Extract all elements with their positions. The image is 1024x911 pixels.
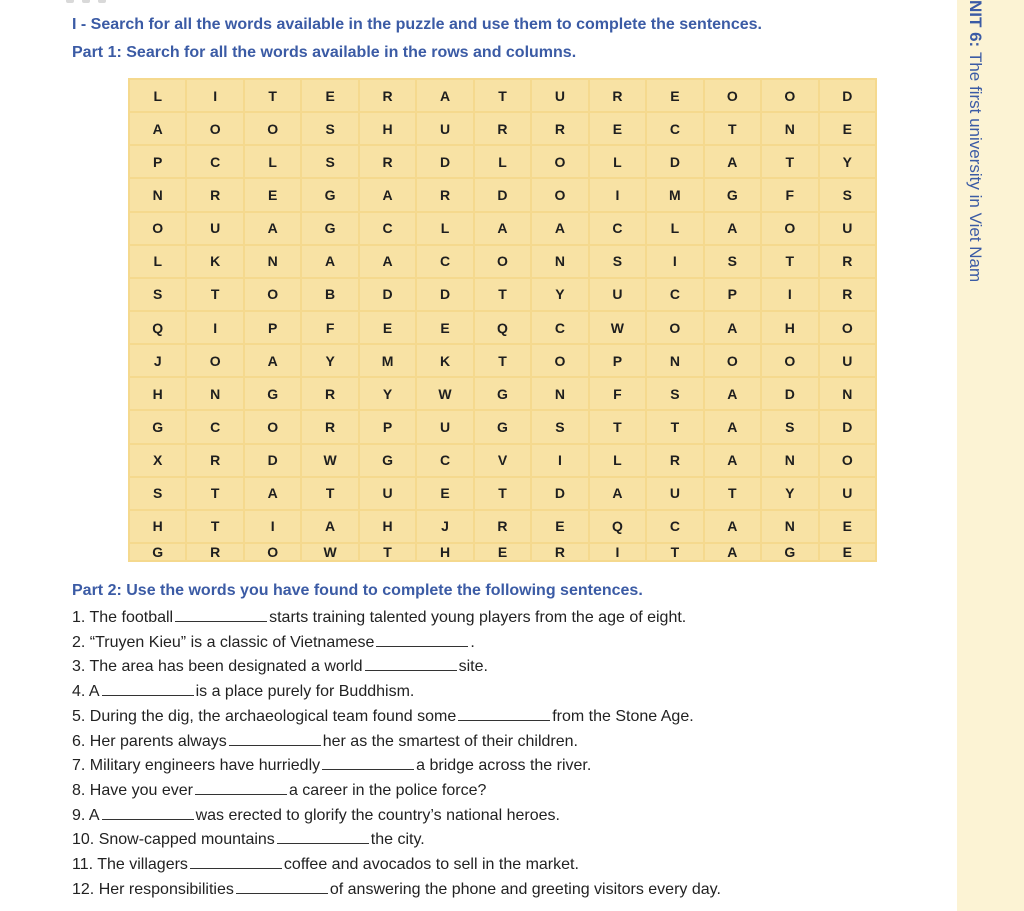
grid-cell: O (532, 345, 587, 376)
grid-cell: R (417, 179, 472, 210)
grid-cell: Y (532, 279, 587, 310)
grid-cell: A (532, 213, 587, 244)
grid-cell: O (705, 80, 760, 111)
grid-cell: E (820, 544, 875, 560)
grid-cell: H (417, 544, 472, 560)
grid-cell: P (245, 312, 300, 343)
grid-cell: P (130, 146, 185, 177)
grid-cell: W (302, 544, 357, 560)
grid-cell: C (417, 246, 472, 277)
answer-blank[interactable] (365, 656, 457, 671)
grid-cell: J (130, 345, 185, 376)
grid-cell: R (360, 146, 415, 177)
grid-cell: U (417, 411, 472, 442)
part1-heading: Part 1: Search for all the words available in the rows and columns. (72, 44, 577, 61)
grid-cell: S (130, 478, 185, 509)
sentence-item (72, 828, 721, 853)
grid-cell: A (705, 378, 760, 409)
grid-cell: C (532, 312, 587, 343)
grid-cell: T (302, 478, 357, 509)
grid-cell: N (762, 511, 817, 542)
sentence-item (72, 680, 721, 705)
grid-cell: S (532, 411, 587, 442)
grid-cell: N (762, 445, 817, 476)
grid-cell: N (532, 378, 587, 409)
grid-cell: W (417, 378, 472, 409)
answer-blank[interactable] (229, 731, 321, 746)
grid-cell: O (532, 146, 587, 177)
grid-cell: A (705, 445, 760, 476)
sentence-end: coffee and avocados to sell in the market. (283, 856, 579, 874)
grid-cell: A (130, 113, 185, 144)
sentence-start: 10. Snow-capped mountains (72, 831, 275, 849)
cropped-top-decoration (60, 0, 220, 6)
grid-cell: O (647, 312, 702, 343)
grid-cell: O (762, 345, 817, 376)
grid-cell: O (820, 445, 875, 476)
sentence-start: 9. A (72, 806, 100, 824)
grid-cell: U (417, 113, 472, 144)
sentence-end: the city. (370, 831, 425, 849)
grid-cell: A (705, 213, 760, 244)
grid-cell: A (705, 312, 760, 343)
grid-cell: D (245, 445, 300, 476)
grid-cell: T (187, 478, 242, 509)
answer-blank[interactable] (458, 706, 550, 721)
sentence-end: from the Stone Age. (552, 707, 694, 725)
grid-cell: A (705, 411, 760, 442)
grid-cell: R (820, 246, 875, 277)
grid-cell: I (187, 80, 242, 111)
grid-cell: L (130, 80, 185, 111)
grid-cell: G (302, 213, 357, 244)
grid-cell: C (417, 445, 472, 476)
grid-cell: A (417, 80, 472, 111)
grid-cell: A (705, 511, 760, 542)
grid-cell: F (762, 179, 817, 210)
grid-cell: C (647, 113, 702, 144)
sentence-end: site. (458, 658, 488, 676)
sentence-end: was erected to glorify the country’s national heroes. (195, 806, 560, 824)
grid-cell: E (360, 312, 415, 343)
grid-cell: D (820, 411, 875, 442)
grid-cell: U (532, 80, 587, 111)
grid-cell: G (130, 544, 185, 560)
grid-cell: H (130, 378, 185, 409)
grid-cell: W (302, 445, 357, 476)
grid-cell: N (130, 179, 185, 210)
sentence-end: a bridge across the river. (416, 757, 592, 775)
sentence-start: 5. During the dig, the archaeological team found some (72, 707, 457, 725)
grid-cell: L (590, 445, 645, 476)
grid-cell: A (245, 478, 300, 509)
grid-cell: L (417, 213, 472, 244)
grid-cell: D (820, 80, 875, 111)
grid-cell: L (590, 146, 645, 177)
sentence-item (72, 754, 721, 779)
answer-blank[interactable] (277, 829, 369, 844)
grid-cell: E (647, 80, 702, 111)
grid-cell: H (360, 113, 415, 144)
grid-cell: G (762, 544, 817, 560)
grid-cell: P (590, 345, 645, 376)
grid-cell: S (762, 411, 817, 442)
grid-cell: S (302, 146, 357, 177)
grid-cell: G (475, 411, 530, 442)
grid-cell: I (590, 544, 645, 560)
grid-cell: O (762, 213, 817, 244)
grid-cell: I (245, 511, 300, 542)
grid-cell: F (302, 312, 357, 343)
sentence-start: 3. The area has been designated a world (72, 658, 363, 676)
sentence-item (72, 655, 721, 680)
grid-cell: S (647, 378, 702, 409)
grid-cell: U (647, 478, 702, 509)
grid-cell: Q (130, 312, 185, 343)
grid-cell: T (245, 80, 300, 111)
grid-cell: Y (360, 378, 415, 409)
sentence-start: 4. A (72, 683, 100, 701)
sentence-end: is a place purely for Buddhism. (195, 683, 415, 701)
grid-cell: E (302, 80, 357, 111)
sentence-item (72, 804, 721, 829)
grid-cell: O (532, 179, 587, 210)
sentence-end: of answering the phone and greeting visitors every day. (329, 880, 721, 898)
grid-cell: U (820, 478, 875, 509)
unit-title-vertical (965, 0, 985, 282)
exercise-instruction: I - Search for all the words available in the puzzle and use them to complete the sentences. (72, 16, 762, 33)
grid-cell: B (302, 279, 357, 310)
grid-cell: C (590, 213, 645, 244)
sentence-item (72, 606, 721, 631)
sentence-end: her as the smartest of their children. (322, 732, 578, 750)
grid-cell: A (360, 179, 415, 210)
grid-cell: Q (590, 511, 645, 542)
part2-heading: Part 2: Use the words you have found to complete the following sentences. (72, 582, 643, 599)
grid-cell: E (820, 113, 875, 144)
sentence-start: 7. Military engineers have hurriedly (72, 757, 321, 775)
grid-cell: D (532, 478, 587, 509)
grid-cell: P (705, 279, 760, 310)
grid-cell: D (647, 146, 702, 177)
grid-cell: A (245, 345, 300, 376)
grid-cell: C (360, 213, 415, 244)
grid-cell: W (590, 312, 645, 343)
grid-cell: M (360, 345, 415, 376)
grid-cell: H (360, 511, 415, 542)
grid-cell: I (187, 312, 242, 343)
grid-cell: U (820, 345, 875, 376)
sentence-end: starts training talented young players from the age of eight. (269, 609, 687, 626)
grid-cell: S (820, 179, 875, 210)
grid-cell: O (187, 345, 242, 376)
sentence-start: 6. Her parents always (72, 732, 227, 750)
grid-cell: Y (820, 146, 875, 177)
grid-cell: R (302, 411, 357, 442)
grid-cell: O (705, 345, 760, 376)
grid-cell: O (475, 246, 530, 277)
grid-cell: R (590, 80, 645, 111)
grid-cell: U (590, 279, 645, 310)
grid-cell: L (130, 246, 185, 277)
grid-cell: I (762, 279, 817, 310)
grid-cell: A (302, 246, 357, 277)
grid-cell: O (245, 113, 300, 144)
grid-cell: E (820, 511, 875, 542)
grid-cell: R (532, 544, 587, 560)
grid-cell: T (647, 411, 702, 442)
grid-cell: L (245, 146, 300, 177)
sentence-item (72, 779, 721, 804)
grid-cell: T (590, 411, 645, 442)
grid-cell: U (187, 213, 242, 244)
grid-cell: A (302, 511, 357, 542)
grid-cell: F (590, 378, 645, 409)
grid-cell: N (820, 378, 875, 409)
grid-cell: G (302, 179, 357, 210)
word-search-grid (128, 78, 877, 562)
grid-cell: P (360, 411, 415, 442)
grid-cell: E (245, 179, 300, 210)
grid-cell: O (245, 411, 300, 442)
grid-cell: S (590, 246, 645, 277)
answer-blank[interactable] (195, 780, 287, 795)
grid-cell: R (647, 445, 702, 476)
grid-cell: D (360, 279, 415, 310)
grid-cell: Q (475, 312, 530, 343)
sentence-item (72, 878, 721, 903)
grid-cell: K (187, 246, 242, 277)
grid-cell: T (475, 478, 530, 509)
grid-cell: V (475, 445, 530, 476)
answer-blank[interactable] (322, 755, 414, 770)
grid-cell: L (475, 146, 530, 177)
grid-cell: A (475, 213, 530, 244)
grid-cell: J (417, 511, 472, 542)
grid-cell: T (360, 544, 415, 560)
grid-cell: L (647, 213, 702, 244)
sentence-end: a career in the police force? (288, 781, 487, 799)
grid-cell: O (187, 113, 242, 144)
sentence-start: 11. The villagers (72, 856, 188, 874)
grid-cell: N (762, 113, 817, 144)
grid-cell: U (820, 213, 875, 244)
grid-cell: T (475, 279, 530, 310)
answer-blank[interactable] (102, 805, 194, 820)
unit-title: The first university in Viet Nam (966, 51, 985, 283)
sentence-start: 1. The football (72, 609, 174, 626)
sentence-item (72, 853, 721, 878)
grid-cell: S (130, 279, 185, 310)
grid-cell: O (130, 213, 185, 244)
grid-cell: T (187, 511, 242, 542)
grid-cell: T (187, 279, 242, 310)
sentence-start: 12. Her responsibilities (72, 880, 234, 898)
grid-cell: T (762, 246, 817, 277)
grid-cell: N (187, 378, 242, 409)
sentence-item (72, 730, 721, 755)
grid-cell: N (647, 345, 702, 376)
grid-cell: T (475, 345, 530, 376)
grid-cell: E (532, 511, 587, 542)
grid-cell: R (302, 378, 357, 409)
grid-cell: A (705, 544, 760, 560)
grid-cell: R (187, 179, 242, 210)
unit-number: NIT 6: (966, 0, 985, 48)
grid-cell: O (820, 312, 875, 343)
grid-cell: D (417, 146, 472, 177)
grid-cell: T (705, 478, 760, 509)
grid-cell: S (705, 246, 760, 277)
grid-cell: C (187, 146, 242, 177)
grid-cell: G (130, 411, 185, 442)
grid-cell: A (705, 146, 760, 177)
grid-cell: R (532, 113, 587, 144)
answer-blank[interactable] (376, 632, 468, 647)
grid-cell: H (130, 511, 185, 542)
grid-cell: R (187, 544, 242, 560)
grid-cell: U (360, 478, 415, 509)
grid-cell: Y (302, 345, 357, 376)
grid-cell: D (762, 378, 817, 409)
grid-cell: R (475, 113, 530, 144)
grid-cell: G (475, 378, 530, 409)
grid-cell: G (360, 445, 415, 476)
sentence-start: 2. “Truyen Kieu” is a classic of Vietnamese (72, 633, 375, 651)
grid-cell: A (245, 213, 300, 244)
grid-cell: N (245, 246, 300, 277)
grid-cell: S (302, 113, 357, 144)
grid-cell: O (245, 544, 300, 560)
answer-blank[interactable] (190, 854, 282, 869)
grid-cell: D (417, 279, 472, 310)
grid-cell: I (532, 445, 587, 476)
answer-blank[interactable] (236, 879, 328, 894)
answer-blank[interactable] (175, 607, 267, 622)
sentence-list (72, 606, 721, 902)
grid-cell: K (417, 345, 472, 376)
grid-cell: X (130, 445, 185, 476)
grid-cell: E (475, 544, 530, 560)
grid-cell: A (360, 246, 415, 277)
sentence-item (72, 705, 721, 730)
grid-cell: T (647, 544, 702, 560)
sentence-item (72, 631, 721, 656)
grid-cell: C (647, 279, 702, 310)
grid-cell: G (245, 378, 300, 409)
grid-cell: G (705, 179, 760, 210)
grid-cell: M (647, 179, 702, 210)
grid-cell: T (705, 113, 760, 144)
grid-cell: E (417, 478, 472, 509)
grid-cell: E (590, 113, 645, 144)
grid-cell: T (762, 146, 817, 177)
grid-cell: I (647, 246, 702, 277)
grid-cell: O (245, 279, 300, 310)
answer-blank[interactable] (102, 681, 194, 696)
sentence-end: . (470, 633, 475, 651)
grid-cell: I (590, 179, 645, 210)
grid-cell: N (532, 246, 587, 277)
grid-cell: C (187, 411, 242, 442)
grid-cell: E (417, 312, 472, 343)
grid-cell: O (762, 80, 817, 111)
grid-cell: R (475, 511, 530, 542)
sentence-start: 8. Have you ever (72, 781, 193, 799)
grid-cell: A (590, 478, 645, 509)
grid-cell: T (475, 80, 530, 111)
grid-cell: R (187, 445, 242, 476)
grid-cell: C (647, 511, 702, 542)
grid-cell: Y (762, 478, 817, 509)
grid-cell: H (762, 312, 817, 343)
grid-cell: R (820, 279, 875, 310)
grid-cell: R (360, 80, 415, 111)
grid-cell: D (475, 179, 530, 210)
